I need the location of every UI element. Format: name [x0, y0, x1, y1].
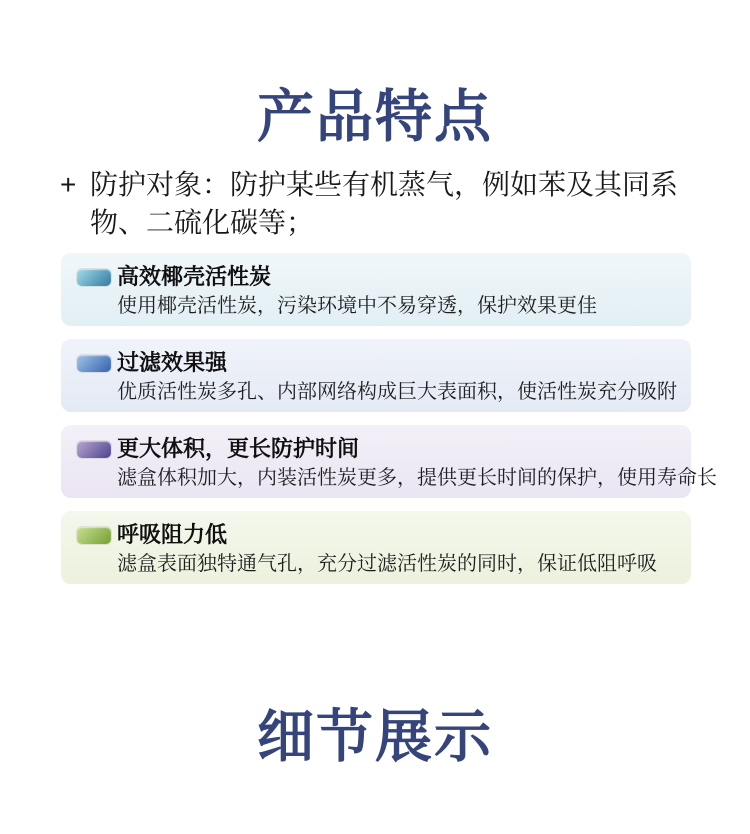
feature-title: 更大体积，更长防护时间 — [117, 436, 360, 461]
protection-target-text: 防护对象：防护某些有机蒸气，例如苯及其同系物、二硫化碳等； — [90, 169, 679, 238]
feature-title: 过滤效果强 — [117, 350, 228, 375]
feature-card — [61, 425, 717, 498]
purple-chip-icon — [77, 441, 111, 458]
feature-card-header — [77, 436, 675, 462]
feature-card-list — [61, 253, 717, 584]
feature-description: 优质活性炭多孔、内部网络构成巨大表面积，使活性炭充分吸附 — [117, 381, 677, 403]
feature-title: 高效椰壳活性炭 — [117, 264, 272, 289]
plus-bullet-marker: + — [60, 169, 77, 200]
feature-card — [61, 511, 691, 584]
teal-chip-icon — [77, 269, 111, 286]
feature-description: 滤盒表面独特通气孔，充分过滤活性炭的同时，保证低阻呼吸 — [117, 553, 657, 575]
feature-card-header — [77, 264, 675, 290]
green-chip-icon — [77, 527, 111, 544]
feature-card-header — [77, 350, 675, 376]
feature-card — [61, 339, 691, 412]
feature-title: 呼吸阻力低 — [117, 522, 228, 547]
feature-card — [61, 253, 691, 326]
feature-description: 使用椰壳活性炭，污染环境中不易穿透，保护效果更佳 — [117, 295, 597, 317]
section-title-detail-display: 细节展示 — [257, 706, 493, 769]
feature-card-header — [77, 522, 675, 548]
blue-chip-icon — [77, 355, 111, 372]
protection-target-note — [60, 166, 708, 242]
feature-description: 滤盒体积加大，内装活性炭更多，提供更长时间的保护，使用寿命长 — [117, 467, 717, 489]
section-title-product-features: 产品特点 — [257, 86, 493, 149]
